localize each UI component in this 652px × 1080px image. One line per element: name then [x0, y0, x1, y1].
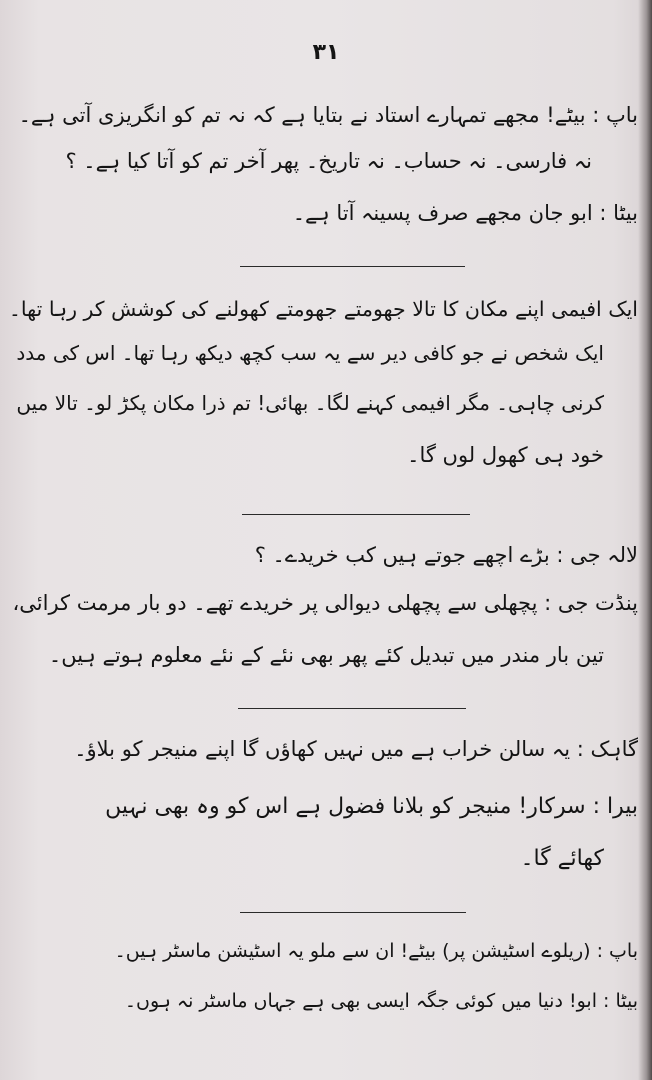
page-number: ۳۱ — [312, 40, 340, 65]
joke-2-line-4: خود ہی کھول لوں گا۔ — [407, 443, 604, 467]
joke-1-line-1: باپ : بیٹے! مجھے تمہارے استاد نے بتایا ہے کہ نہ تم کو انگریزی آتی ہے۔ — [18, 103, 638, 127]
joke-2-line-3: کرنی چاہی۔ مگر افیمی کہنے لگا۔ بھائی! تم ذرا مکان پکڑ لو۔ تالا میں — [16, 391, 604, 415]
divider — [240, 912, 466, 913]
divider — [242, 514, 470, 515]
joke-1-line-3: بیٹا : ابو جان مجھے صرف پسینہ آتا ہے۔ — [292, 201, 638, 225]
joke-3-line-3: تین بار مندر میں تبدیل کئے پھر بھی نئے کے نئے معلوم ہوتے ہیں۔ — [48, 643, 604, 667]
joke-5-line-2: بیٹا : ابو! دنیا میں کوئی جگہ ایسی بھی ہے جہاں ماسٹر نہ ہوں۔ — [124, 990, 638, 1012]
joke-4-line-2: بیرا : سرکار! منیجر کو بلانا فضول ہے اس کو وہ بھی نہیں — [105, 794, 638, 819]
joke-3-line-1: لالہ جی : بڑے اچھے جوتے ہیں کب خریدے۔ ؟ — [254, 543, 638, 567]
joke-4-line-3: کھائے گا۔ — [520, 846, 604, 871]
joke-1-line-2: نہ فارسی۔ نہ حساب۔ نہ تاریخ۔ پھر آخر تم کو آتا کیا ہے۔ ؟ — [65, 149, 592, 173]
joke-2-line-2: ایک شخص نے جو کافی دیر سے یہ سب کچھ دیکھ رہا تھا۔ اس کی مدد — [16, 341, 604, 365]
joke-2-line-1: ایک افیمی اپنے مکان کا تالا جھومتے جھومتے کھولنے کی کوشش کر رہا تھا۔ — [8, 297, 638, 321]
divider — [240, 266, 465, 267]
page-spine-shadow — [638, 0, 652, 1080]
joke-4-line-1: گاہک : یہ سالن خراب ہے میں نہیں کھاؤں گا اپنے منیجر کو بلاؤ۔ — [74, 737, 638, 761]
joke-5-line-1: باپ : (ریلوے اسٹیشن پر) بیٹے! ان سے ملو یہ اسٹیشن ماسٹر ہیں۔ — [114, 940, 638, 962]
divider — [238, 708, 466, 709]
joke-3-line-2: پنڈت جی : پچھلی سے پچھلی دیوالی پر خریدے تھے۔ دو بار مرمت کرائی، — [12, 591, 638, 615]
